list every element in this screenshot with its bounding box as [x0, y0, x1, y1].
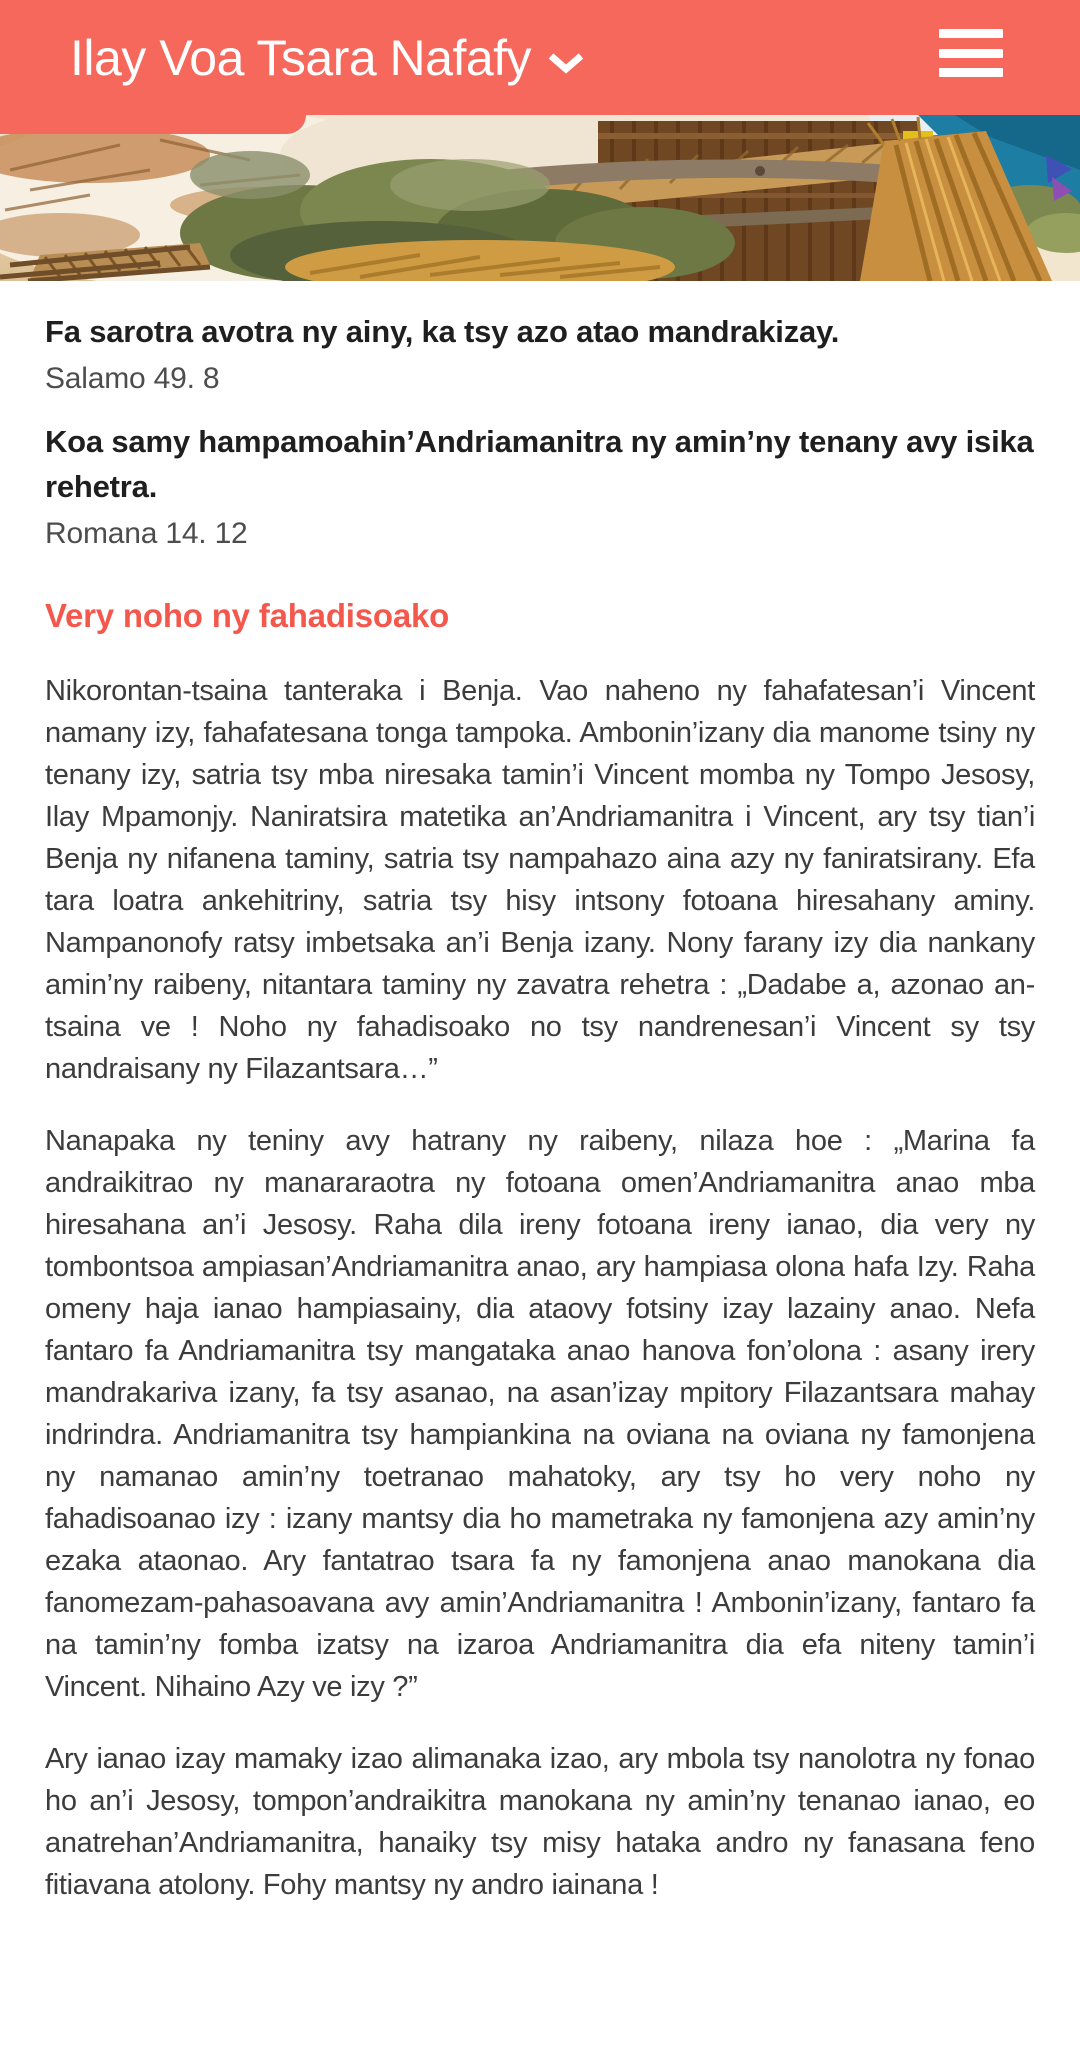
article-paragraph: Nikorontan-tsaina tanteraka i Benja. Vao naheno ny fahafatesan’i Vincent namany izy, fahafatesana tonga tampoka. Ambonin’izany dia manome tsiny ny tenany izy, satria tsy mba niresaka tamin’i Vincent momba ny Tompo Jesosy, Ilay Mpamonjy. Naniratsira matetika an’Andriamanitra i Vincent, ary tsy tian’i Benja ny nifanena taminy, satria tsy nampahazo aina azy ny faniratsirany. Efa tara loatra ankehitriny, satria tsy hisy intsony fotoana hiresahany aminy. Nampanonofy ratsy imbetsaka an’i Benja izany. Nony farany izy dia nankany amin’ny raibeny, nitantara taminy ny zavatra rehetra : „Dadabe a, azonao an-tsaina ve ! Noho ny fahadisoako no tsy nandrenesan’i Vincent sy tsy nandraisany ny Filazantsara…” [45, 675, 1035, 1085]
beach-hut-illustration [0, 115, 1080, 281]
article-title: Very noho ny fahadisoako [45, 597, 450, 634]
header-rounded-tab [0, 115, 306, 134]
banner-image [0, 115, 1080, 281]
page-title: Ilay Voa Tsara Nafafy [70, 29, 532, 86]
article-paragraph: Nanapaka ny teniny avy hatrany ny raibeny, nilaza hoe : „Marina fa andraikitrao ny manararaotra ny fotoana omen’Andriamanitra anao mba hiresahana an’i Jesosy. Raha dila ireny fotoana ireny ianao, dia very ny tombontsoa ampiasan’Andriamanitra anao, ary hampiasa olona hafa Izy. Raha omeny haja ianao hampiasainy, dia ataovy fotsiny izay lazainy anao. Nefa fantaro fa Andriamanitra tsy mangataka anao hanova fon’olona : asany irery mandrakariva izany, fa tsy asanao, na asan’izay mpitory Filazantsara mahay indrindra. Andriamanitra tsy hampiankina na oviana na oviana ny famonjena ny namanao amin’ny toetranao mahatoky, ary tsy ho very noho ny fahadisoanao izy : izany mantsy dia ho mametraka ny famonjena azy amin’ny ezaka ataonao. Ary fantatrao tsara fa ny famonjena anao manokana dia fanomezam-pahasoavana avy amin’Andriamanitra ! Ambonin’izany, fantaro fa na tamin’ny fomba izatsy na izaroa Andriamanitra dia efa niteny tamin’i Vincent. Nihaino Azy ve izy ?” [45, 1125, 1035, 1703]
verse-block [45, 309, 1035, 399]
verse-block [45, 419, 1035, 554]
article-content [0, 281, 1080, 1906]
verse-text: Koa samy hampamoahin’Andriamanitra ny amin’ny tenany avy isika rehetra. [45, 424, 1034, 504]
hamburger-icon [939, 49, 1003, 58]
menu-button[interactable] [939, 29, 1003, 77]
title-dropdown[interactable] [70, 0, 585, 115]
app-header [0, 0, 1080, 115]
verse-text: Fa sarotra avotra ny ainy, ka tsy azo atao mandrakizay. [45, 314, 840, 349]
hamburger-icon [939, 29, 1003, 38]
verse-reference: Romana 14. 12 [45, 517, 248, 550]
hamburger-icon [939, 68, 1003, 77]
article-paragraph: Ary ianao izay mamaky izao alimanaka izao, ary mbola tsy nanolotra ny fonao ho an’i Jesosy, tompon’andraikitra manokana ny amin’ny tenanao ianao, eo anatrehan’Andriamanitra, hanaiky tsy misy hataka andro ny fanasana feno fitiavana atolony. Fohy mantsy ny andro iainana ! [45, 1743, 1035, 1901]
verse-reference: Salamo 49. 8 [45, 362, 220, 395]
chevron-down-icon [547, 52, 585, 74]
